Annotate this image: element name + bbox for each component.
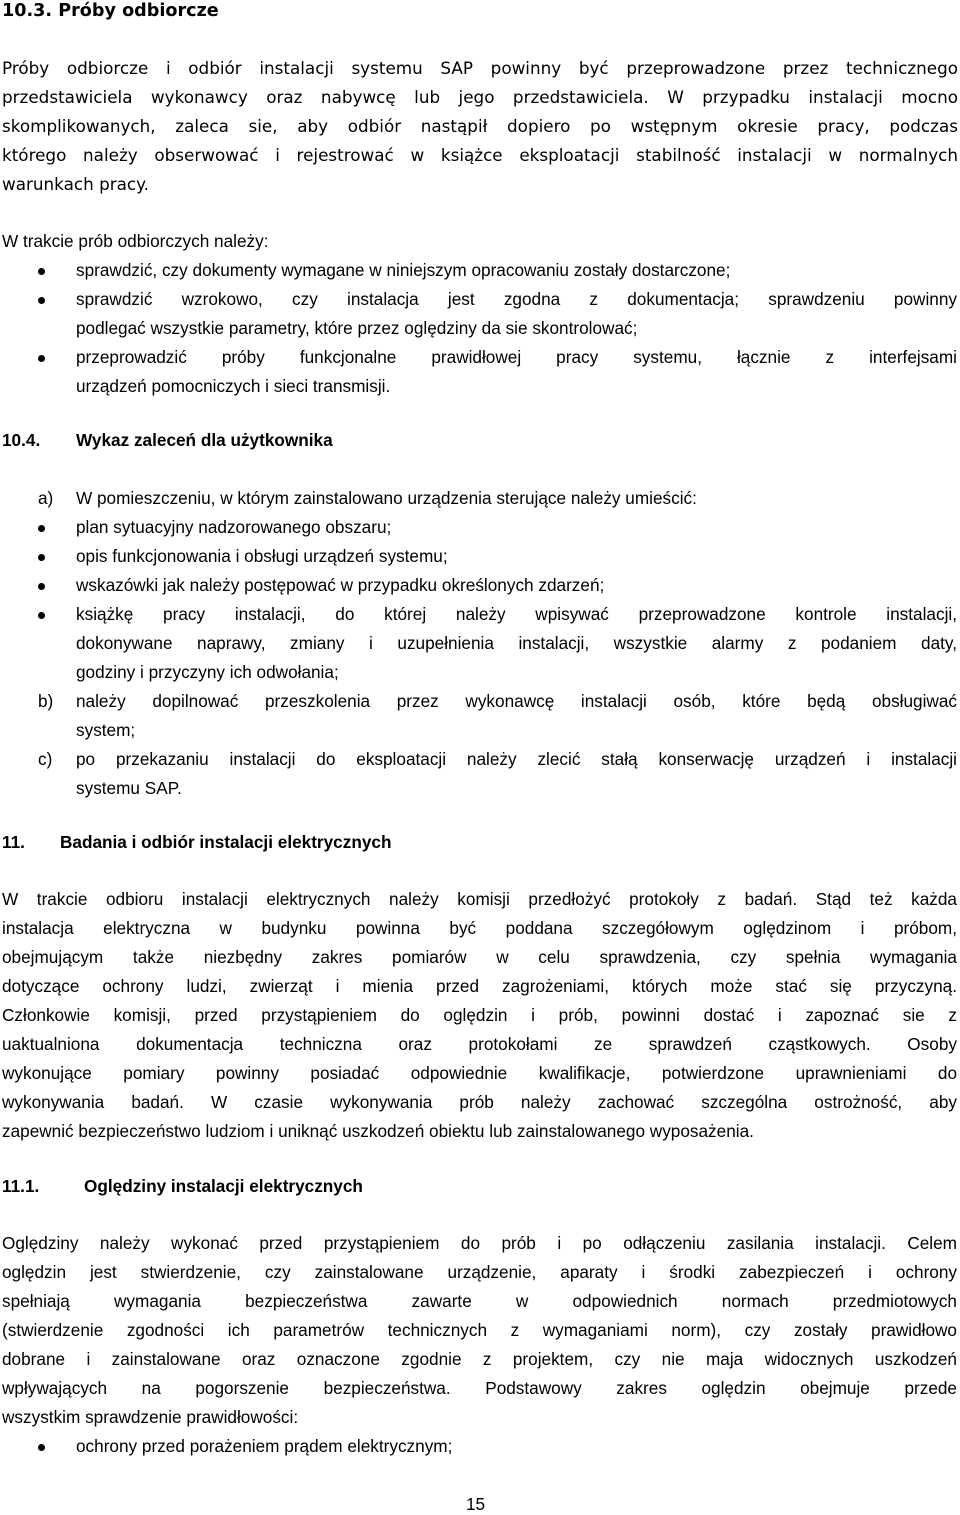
- paragraph-line: instalacja elektryczna w budynku powinna być poddana szczegółowym oględzinom i próbom,: [2, 918, 957, 938]
- section-title-11-1: Oględziny instalacji elektrycznych: [84, 1176, 363, 1196]
- paragraph-line: przedstawiciela wykonawcy oraz nabywcę lub jego przedstawiciela. W przypadku instalacji mocno: [2, 87, 958, 107]
- section-number-11: 11.: [2, 832, 25, 852]
- bullet-icon: [38, 525, 45, 532]
- paragraph-line: warunkach pracy.: [2, 174, 150, 194]
- bullet-icon: [38, 583, 45, 590]
- list-item: opis funkcjonowania i obsługi urządzeń systemu;: [76, 546, 448, 566]
- paragraph-line: (stwierdzenie zgodności ich parametrów technicznych z wymaganiami norm), czy zostały prawidłowo: [2, 1320, 957, 1340]
- list-item-continuation: godziny i przyczyny ich odwołania;: [76, 662, 339, 682]
- list-label-a: a): [38, 488, 54, 508]
- section-title-11: Badania i odbiór instalacji elektrycznych: [60, 832, 392, 852]
- list-item: książkę pracy instalacji, do której należy wpisywać przeprowadzone kontrole instalacji,: [76, 604, 957, 624]
- list-item: sprawdzić wzrokowo, czy instalacja jest zgodna z dokumentacja; sprawdzeniu powinny: [76, 289, 957, 309]
- paragraph-line: Próby odbiorcze i odbiór instalacji systemu SAP powinny być przeprowadzone przez technicznego: [2, 58, 958, 78]
- paragraph-line: Członkowie komisji, przed przystąpieniem do oględzin i prób, powinni dostać i zapoznać sie z: [2, 1005, 957, 1025]
- section-number-10-4: 10.4.: [2, 430, 41, 450]
- paragraph-line: obejmującym także niezbędny zakres pomiarów w celu sprawdzenia, czy spełnia wymagania: [2, 947, 957, 967]
- paragraph-line: dotyczące ochrony ludzi, zwierząt i mienia przed zagrożeniami, których może stać się przyczyną.: [2, 976, 957, 996]
- bullet-icon: [38, 297, 45, 304]
- bullet-icon: [38, 612, 45, 619]
- paragraph-line: W trakcie odbioru instalacji elektrycznych należy komisji przedłożyć protokoły z badań. Stąd też każda: [2, 889, 957, 909]
- list-item: W pomieszczeniu, w którym zainstalowano urządzenia sterujące należy umieścić:: [76, 488, 697, 508]
- paragraph-line: wykonujące pomiary powinny posiadać odpowiednie kwalifikacje, potwierdzone uprawnieniami do: [2, 1063, 957, 1083]
- list-intro: W trakcie prób odbiorczych należy:: [2, 231, 269, 251]
- bullet-icon: [38, 554, 45, 561]
- list-item-continuation: systemu SAP.: [76, 778, 182, 798]
- paragraph-line: dobrane i zainstalowane oraz oznaczone zgodnie z projektem, czy nie maja widocznych uszkodzeń: [2, 1349, 957, 1369]
- bullet-icon: [38, 1444, 45, 1451]
- paragraph-line: skomplikowanych, zaleca sie, aby odbiór nastąpił dopiero po wstępnym okresie pracy, podczas: [2, 116, 958, 136]
- list-item: przeprowadzić próby funkcjonalne prawidłowej pracy systemu, łącznie z interfejsami: [76, 347, 957, 367]
- list-item: plan sytuacyjny nadzorowanego obszaru;: [76, 517, 392, 537]
- list-item: po przekazaniu instalacji do eksploatacji należy zlecić stałą konserwację urządzeń i instalacji: [76, 749, 957, 769]
- section-title-10-4: Wykaz zaleceń dla użytkownika: [76, 430, 333, 450]
- list-label-c: c): [38, 749, 53, 769]
- paragraph-line: Oględziny należy wykonać przed przystąpieniem do prób i po odłączeniu zasilania instalacji. Celem: [2, 1233, 957, 1253]
- list-item: sprawdzić, czy dokumenty wymagane w niniejszym opracowaniu zostały dostarczone;: [76, 260, 731, 280]
- bullet-icon: [38, 355, 45, 362]
- paragraph-line: zapewnić bezpieczeństwo ludziom i uniknąć uszkodzeń obiektu lub zainstalowanego wyposażenia.: [2, 1121, 754, 1141]
- list-item-continuation: system;: [76, 720, 136, 740]
- paragraph-line: wszystkim sprawdzenie prawidłowości:: [2, 1407, 299, 1427]
- paragraph-line: uaktualniona dokumentacja techniczna oraz protokołami ze sprawdzeń cząstkowych. Osoby: [2, 1034, 957, 1054]
- section-number-11-1: 11.1.: [2, 1176, 40, 1196]
- list-item-continuation: dokonywane naprawy, zmiany i uzupełnienia instalacji, wszystkie alarmy z podaniem daty,: [76, 633, 957, 653]
- section-heading-10-3: 10.3. Próby odbiorcze: [2, 1, 219, 21]
- paragraph-line: wpływających na pogorszenie bezpieczeństwa. Podstawowy zakres oględzin obejmuje przede: [2, 1378, 957, 1398]
- paragraph-line: oględzin jest stwierdzenie, czy zainstalowane urządzenie, aparaty i środki zabezpieczeń i ochrony: [2, 1262, 957, 1282]
- list-item-continuation: urządzeń pomocniczych i sieci transmisji.: [76, 376, 391, 396]
- list-item: wskazówki jak należy postępować w przypadku określonych zdarzeń;: [76, 575, 605, 595]
- list-item-continuation: podlegać wszystkie parametry, które przez oględziny da sie skontrolować;: [76, 318, 638, 338]
- list-label-b: b): [38, 691, 54, 711]
- paragraph-line: spełniają wymagania bezpieczeństwa zawarte w odpowiednich normach przedmiotowych: [2, 1291, 957, 1311]
- list-item: należy dopilnować przeszkolenia przez wykonawcę instalacji osób, które będą obsługiwać: [76, 691, 957, 711]
- paragraph-line: wykonywania badań. W czasie wykonywania prób należy zachować szczególna ostrożność, aby: [2, 1092, 957, 1112]
- list-item: ochrony przed porażeniem prądem elektrycznym;: [76, 1436, 453, 1456]
- page-number: 15: [466, 1494, 486, 1514]
- bullet-icon: [38, 268, 45, 275]
- paragraph-line: którego należy obserwować i rejestrować w książce eksploatacji stabilność instalacji w normalnych: [2, 145, 958, 165]
